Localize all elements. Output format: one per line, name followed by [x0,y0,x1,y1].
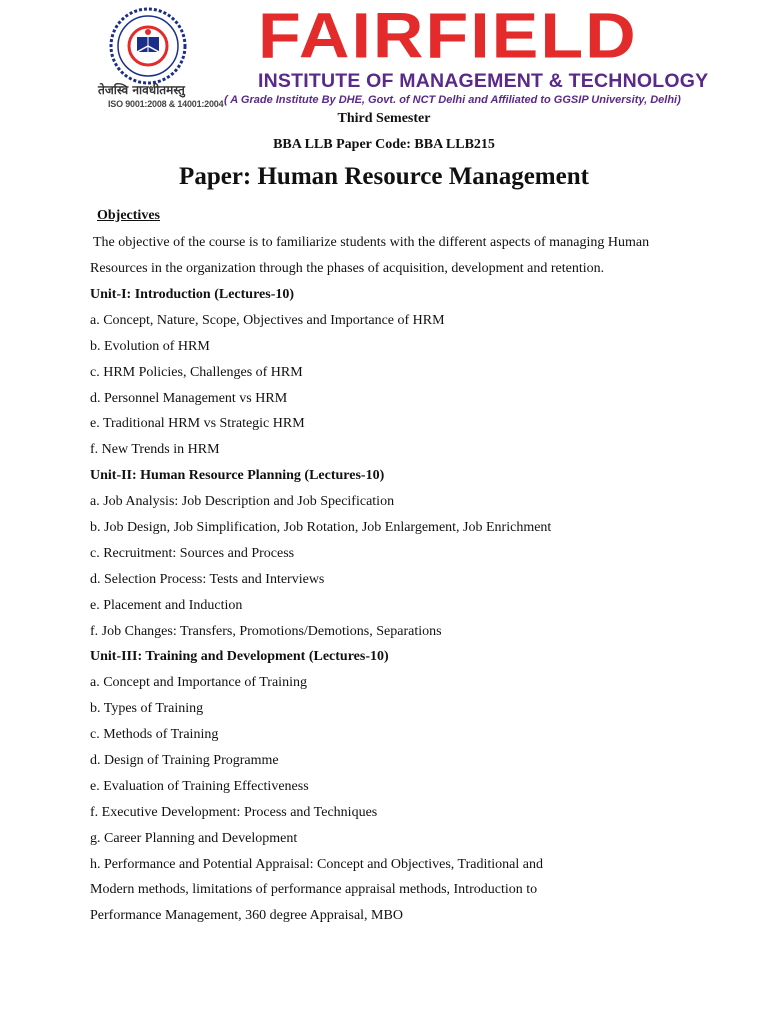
syllabus-item: a. Job Analysis: Job Description and Job Specification [90,494,395,510]
syllabus-item: a. Concept, Nature, Scope, Objectives and Importance of HRM [90,312,445,328]
syllabus-item: b. Types of Training [90,701,204,717]
paper-code-line: BBA LLB Paper Code: BBA LLB215 [273,137,495,152]
objectives-line: The objective of the course is to familiarize students with the different aspects of managing Human [93,235,650,250]
unit-heading: Unit-III: Training and Development (Lectures-10) [90,649,389,665]
syllabus-item: d. Selection Process: Tests and Interviews [90,571,325,587]
syllabus-item: d. Personnel Management vs HRM [90,390,288,406]
syllabus-item: c. Recruitment: Sources and Process [90,545,295,561]
objectives-heading: Objectives [97,208,160,223]
unit-heading: Unit-I: Introduction (Lectures-10) [90,287,295,302]
syllabus-item: c. HRM Policies, Challenges of HRM [90,364,303,380]
semester-label: Third Semester [337,111,431,126]
syllabus-item: f. Executive Development: Process and Techniques [90,804,378,820]
objectives-line: Resources in the organization through the phases of acquisition, development and retention. [90,261,605,276]
syllabus-item: h. Performance and Potential Appraisal: Concept and Objectives, Traditional and [90,856,543,872]
syllabus-item: e. Placement and Induction [90,597,243,613]
institute-name: INSTITUTE OF MANAGEMENT & TECHNOLOGY [258,70,709,92]
institute-logo [104,6,192,88]
syllabus-item: d. Design of Training Programme [90,753,279,769]
brand-name: FAIRFIELD [258,0,638,72]
affiliation-line: ( A Grade Institute By DHE, Govt. of NCT Delhi and Affiliated to GGSIP University, Delhi) [224,94,681,106]
letterhead [0,0,768,115]
syllabus-item: Performance Management, 360 degree Appraisal, MBO [90,908,403,924]
syllabus-item: Modern methods, limitations of performance appraisal methods, Introduction to [90,882,538,898]
paper-title: Paper: Human Resource Management [179,163,589,190]
syllabus-item: c. Methods of Training [90,727,219,743]
syllabus-item: g. Career Planning and Development [90,830,298,846]
iso-certification: ISO 9001:2008 & 14001:2004 [108,99,224,109]
syllabus-item: e. Evaluation of Training Effectiveness [90,778,309,794]
syllabus-item: f. New Trends in HRM [90,442,220,458]
sanskrit-motto: तेजस्वि नावधीतमस्तु [98,83,185,97]
syllabus-item: e. Traditional HRM vs Strategic HRM [90,416,305,432]
syllabus-item: a. Concept and Importance of Training [90,675,307,691]
syllabus-item: b. Job Design, Job Simplification, Job Rotation, Job Enlargement, Job Enrichment [90,520,552,536]
syllabus-list [90,282,710,929]
unit-heading: Unit-II: Human Resource Planning (Lectures-10) [90,468,385,484]
syllabus-item: b. Evolution of HRM [90,338,210,354]
syllabus-item: f. Job Changes: Transfers, Promotions/Demotions, Separations [90,623,442,639]
objectives-paragraph [90,230,690,282]
